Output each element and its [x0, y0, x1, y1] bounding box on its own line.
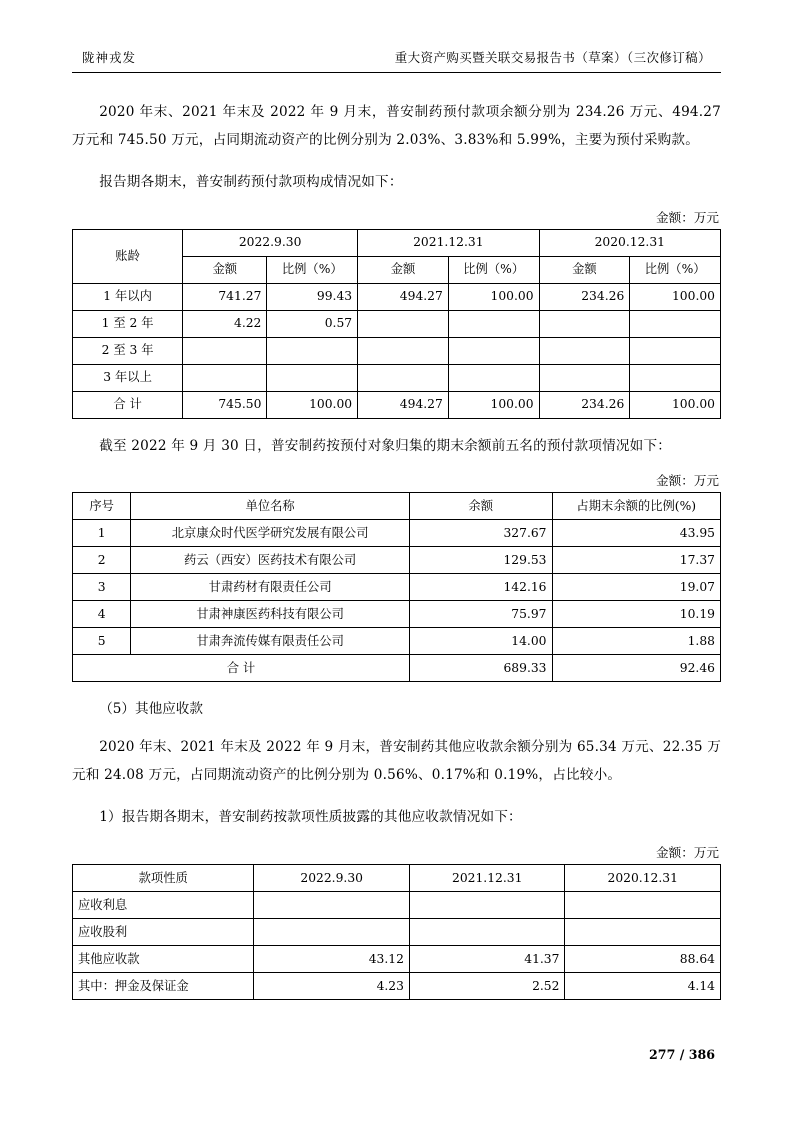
cell-ratio: 43.95: [552, 520, 721, 547]
table-other-receivables-nature: [72, 864, 721, 1000]
row-company-name: 北京康众时代医学研究发展有限公司: [131, 520, 410, 547]
row-label: 3 年以上: [73, 364, 183, 391]
cell-value: 41.37: [409, 945, 565, 972]
cell-value: [565, 918, 721, 945]
unit-label-3: 金额：万元: [656, 844, 719, 860]
table-header-row: [73, 229, 721, 256]
header-document-title: 重大资产购买暨关联交易报告书（草案）（三次修订稿）: [394, 50, 711, 65]
cell-value: 4.23: [254, 972, 410, 999]
row-number: 5: [73, 628, 131, 655]
cell-value: [448, 310, 539, 337]
cell-value: [358, 310, 449, 337]
total-label: 合 计: [73, 391, 183, 418]
cell-value: 4.22: [183, 310, 267, 337]
cell-amount: 327.67: [409, 520, 552, 547]
table-row: [73, 945, 721, 972]
spacer: [72, 419, 721, 433]
header-cell-period-2021: 2021.12.31: [358, 229, 539, 256]
cell-value: [267, 337, 358, 364]
cell-value: 741.27: [183, 283, 267, 310]
row-label: 2 至 3 年: [73, 337, 183, 364]
row-company-name: 甘肃药材有限责任公司: [131, 574, 410, 601]
cell-value: [565, 891, 721, 918]
cell-value: [183, 364, 267, 391]
table-row: [73, 337, 721, 364]
subheader-amount-3: 金额: [539, 256, 630, 283]
table-total-row: [73, 391, 721, 418]
total-label: 合 计: [73, 655, 410, 682]
total-value: 234.26: [539, 391, 630, 418]
cell-value: 88.64: [565, 945, 721, 972]
total-value: 100.00: [448, 391, 539, 418]
row-company-name: 甘肃神康医药科技有限公司: [131, 601, 410, 628]
subheader-amount-1: 金额: [183, 256, 267, 283]
row-number: 4: [73, 601, 131, 628]
cell-value: 494.27: [358, 283, 449, 310]
total-value: 100.00: [267, 391, 358, 418]
row-label: 应收利息: [73, 891, 254, 918]
header-cell-amount: 余额: [409, 493, 552, 520]
header-cell-period-2022: 2022.9.30: [183, 229, 358, 256]
row-number: 3: [73, 574, 131, 601]
cell-value: 99.43: [267, 283, 358, 310]
subheader-ratio-2: 比例（%）: [448, 256, 539, 283]
cell-value: [630, 337, 721, 364]
total-value: 745.50: [183, 391, 267, 418]
cell-value: [539, 364, 630, 391]
table-row: [73, 891, 721, 918]
header-cell-no: 序号: [73, 493, 131, 520]
table-row: [73, 574, 721, 601]
cell-amount: 75.97: [409, 601, 552, 628]
header-cell-ratio: 占期末余额的比例(%): [552, 493, 721, 520]
cell-value: [254, 891, 410, 918]
cell-value: 0.57: [267, 310, 358, 337]
unit-label-2: 金额：万元: [656, 473, 719, 489]
cell-value: [358, 364, 449, 391]
table-top5-prepayment: [72, 492, 721, 682]
cell-value: 100.00: [630, 283, 721, 310]
cell-value: [630, 310, 721, 337]
header-cell-period-2022: 2022.9.30: [254, 864, 410, 891]
cell-value: [448, 364, 539, 391]
row-company-name: 甘肃奔流传媒有限责任公司: [131, 628, 410, 655]
subheader-amount-2: 金额: [358, 256, 449, 283]
cell-value: 234.26: [539, 283, 630, 310]
cell-value: [448, 337, 539, 364]
cell-amount: 142.16: [409, 574, 552, 601]
cell-value: [183, 337, 267, 364]
unit-label-1: 金额：万元: [656, 209, 719, 225]
table-row: [73, 547, 721, 574]
header-cell-name: 单位名称: [131, 493, 410, 520]
total-value: 494.27: [358, 391, 449, 418]
paragraph-prepayment-composition-intro: 报告期各期末，普安制药预付款项构成情况如下：: [99, 173, 403, 190]
cell-value: 2.52: [409, 972, 565, 999]
table-row: [73, 520, 721, 547]
table-row: [73, 601, 721, 628]
cell-value: 100.00: [448, 283, 539, 310]
paragraph-top5-prepayment-intro: 截至 2022 年 9 月 30 日，普安制药按预付对象归集的期末余额前五名的预付款项情况如下：: [99, 437, 672, 454]
row-number: 2: [73, 547, 131, 574]
table-row: [73, 918, 721, 945]
table-prepayment-aging: [72, 229, 721, 419]
cell-ratio: 17.37: [552, 547, 721, 574]
cell-value: [254, 918, 410, 945]
cell-value: [539, 337, 630, 364]
table-row: [73, 628, 721, 655]
spacer: [72, 682, 721, 696]
page-number: 277 / 386: [649, 1047, 715, 1062]
cell-ratio: 10.19: [552, 601, 721, 628]
header-cell-period-2020: 2020.12.31: [539, 229, 720, 256]
table-header-row: [73, 493, 721, 520]
total-value: 100.00: [630, 391, 721, 418]
subheader-ratio-3: 比例（%）: [630, 256, 721, 283]
header-cell-period-2020: 2020.12.31: [565, 864, 721, 891]
table-row: [73, 364, 721, 391]
row-number: 1: [73, 520, 131, 547]
table-row: [73, 283, 721, 310]
table-header-row: [73, 864, 721, 891]
paragraph-prepayment-overview: 2020 年末、2021 年末及 2022 年 9 月末，普安制药预付款项余额分别为 234.26 万元、494.27 万元和 745.50 万元，占同期流动资产的比例分别为 2.03%、3.83%和 5.99%，主要为预付采购款。: [72, 104, 721, 148]
table-row: [73, 310, 721, 337]
cell-amount: 14.00: [409, 628, 552, 655]
cell-amount: 129.53: [409, 547, 552, 574]
table-total-row: [73, 655, 721, 682]
total-amount: 689.33: [409, 655, 552, 682]
row-company-name: 药云（西安）医药技术有限公司: [131, 547, 410, 574]
paragraph-other-receivables-intro: 1）报告期各期末，普安制药按款项性质披露的其他应收款情况如下：: [99, 809, 522, 826]
section-title-other-receivables: （5）其他应收款: [99, 701, 203, 718]
header-cell-nature: 款项性质: [73, 864, 254, 891]
row-label: 1 年以内: [73, 283, 183, 310]
cell-value: [409, 918, 565, 945]
cell-ratio: 1.88: [552, 628, 721, 655]
cell-value: 43.12: [254, 945, 410, 972]
page-header: [72, 48, 721, 73]
cell-value: [539, 310, 630, 337]
row-label: 应收股利: [73, 918, 254, 945]
row-label: 其他应收款: [73, 945, 254, 972]
header-cell-period-2021: 2021.12.31: [409, 864, 565, 891]
table-row: [73, 972, 721, 999]
row-label: 1 至 2 年: [73, 310, 183, 337]
paragraph-other-receivables-overview: 2020 年末、2021 年末及 2022 年 9 月末，普安制药其他应收款余额分别为 65.34 万元、22.35 万元和 24.08 万元，占同期流动资产的比例分别为 0.56%、0.17%和 0.19%，占比较小。: [72, 739, 721, 784]
header-cell-aging: 账龄: [73, 229, 183, 283]
row-label: 其中：押金及保证金: [73, 972, 254, 999]
subheader-ratio-1: 比例（%）: [267, 256, 358, 283]
cell-ratio: 19.07: [552, 574, 721, 601]
cell-value: [358, 337, 449, 364]
cell-value: [630, 364, 721, 391]
cell-value: [267, 364, 358, 391]
cell-value: [409, 891, 565, 918]
total-ratio: 92.46: [552, 655, 721, 682]
cell-value: 4.14: [565, 972, 721, 999]
header-company-name: 陇神戎发: [82, 50, 137, 65]
